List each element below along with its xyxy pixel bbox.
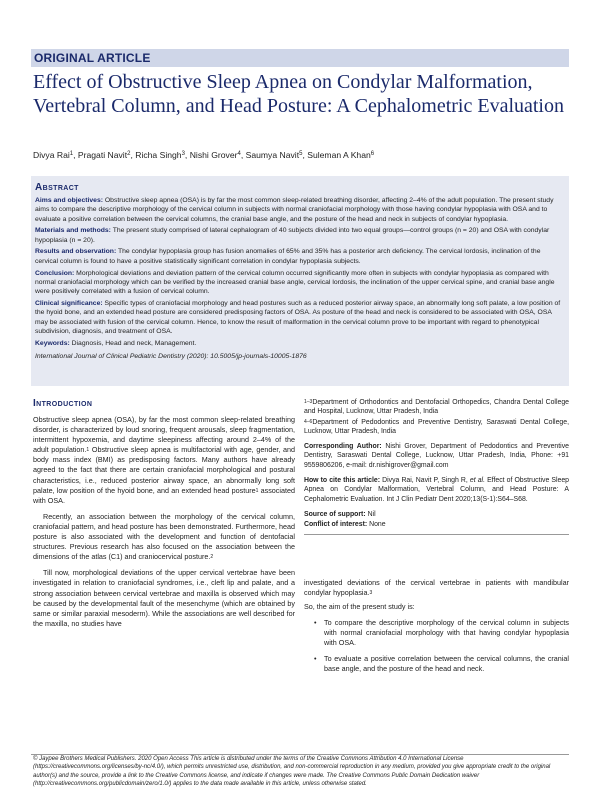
affiliation-text: Department of Orthodontics and Dentofacial Orthopedics, Chandra Dental College and Hospital, Lucknow, Uttar Pradesh, India [304,399,569,416]
reference-marker: 1 [86,447,90,454]
abstract-heading: Abstract [35,182,79,193]
abstract-clinical-significance [35,299,565,336]
reference-marker: 3 [369,590,373,597]
bullet-icon: • [314,653,317,663]
abstract-keywords-text: Diagnosis, Head and neck, Management. [71,339,197,347]
abstract-methods [35,226,565,245]
abstract-results-text: The condylar hypoplasia group has fusion anomalies of 65% and 35% has a posterior arch deficiency. The cervical lordosis, inclination of the cervical column is found to have a positive statistically significant correlation in condylar hypoplasia subjects. [35,248,541,265]
author-name: Suleman A Khan [307,150,371,160]
aim-list [304,618,569,673]
how-to-cite [304,476,569,504]
license-notice: © Jaypee Brothers Medical Publishers. 2020 Open Access This article is distributed under the terms of the Creative Commons Attribution 4.0 International License (https://creativecommons.org/licenses/by-nc/4.0/), which permits unrestricted use, distribution, and non-commercial reproduction in any medium, provided you give appropriate credit to the original author(s) and the source, provide a link to the Creative Commons license, and indicate if changes were made. The Creative Commons Public Domain Dedication waiver (http://creativecommons.org/publicdomain/zero/1.0/) applies to the data made available in this article, unless otherwise stated. [33,756,551,787]
how-to-cite-label: How to cite this article: [304,477,381,485]
author-affiliation-ref: 2 [127,151,131,157]
list-item-text: To evaluate a positive correlation between the cervical columns, the cranial base angle, and the posture of the head and neck. [324,653,569,673]
author-name: Richa Singh [135,150,182,160]
introduction-column [33,398,295,635]
introduction-heading: Introduction [33,398,93,409]
body-text: investigated deviations of the cervical vertebrae in patients with mandibular condylar hypoplasia. [304,578,569,598]
affiliation-1 [304,398,569,417]
reference-marker: 2 [210,554,214,561]
affiliation-text: Department of Pedodontics and Preventive Dentistry, Saraswati Dental College, Lucknow, Uttar Pradesh, India [304,418,569,435]
source-of-support-value: Nil [367,510,376,518]
abstract-aims-text: Obstructive sleep apnea (OSA) is by far the most common sleep-related breathing disorder, affecting 2–4% of the adult population. The present study aims to compare the descriptive morphology of the cervical column in subjects with normal craniofacial morphology with those having condylar hypoplasia with OSA and to evaluate a positive correlation between the cervical columns, the cranial base angle, and the posture of the head and neck in subjects of condylar hypoplasia. [35,197,554,223]
author-name: Pragati Navit [77,150,128,160]
abstract-box [31,176,569,386]
abstract-results-label: Results and observation: [35,248,117,256]
reference-marker: 1 [255,487,259,494]
intro-paragraph: Till now, morphological deviations of the upper cervical vertebrae have been investigated in relation to craniofacial syndromes, i.e., cleft lip and palate, and a strong association between cervical vertebrae and maxilla is observed which may be caused by the developmental fault of the mesenchyme (which are obtained by same or similar paraxial mesoderm). While the associations are well described for the maxilla, no studies have [33,568,295,628]
author-name: Nishi Grover [189,150,238,160]
intro-paragraph [33,415,295,506]
conflict-of-interest-value: None [369,521,386,529]
author-name: Divya Rai [33,150,70,160]
how-to-cite-text: Effect of Obstructive Sleep Apnea on Condylar Malformation, Vertebral Column, and Head Posture: A Cephalometric Evaluation. Int J Clin Pediatr Dent 2020;13(S-1):S64–S68. [304,477,569,503]
abstract-methods-label: Materials and methods: [35,227,111,235]
how-to-cite-text: Divya Rai, Navit P, Singh R, [382,477,470,485]
author-affiliation-ref: 5 [299,151,303,157]
article-type-banner [31,49,569,67]
abstract-clinical-text: Specific types of craniofacial morphology and head postures such as a reduced posterior airway space, an abnormally long soft palate, a low position of the hyoid bone, and an extended head posture are considered predisposing factors of OSA. As posture of the head and neck is considered to be associated with OSA, OSA may be associated with fusion of the cervical column. Hence, to know the result of malformation in the cervical column prove to be important with regard to phenotypical subdivision, diagnosis, and treatment of OSA. [35,299,561,335]
abstract-clinical-label: Clinical significance: [35,299,103,307]
source-of-support [304,510,569,519]
article-title: Effect of Obstructive Sleep Apnea on Condylar Malformation, Vertebral Column, and Head Posture: A Cephalometric Evaluation [33,71,564,117]
abstract-keywords-label: Keywords: [35,339,70,347]
abstract-results [35,247,565,266]
affiliation-marker: 1–3 [304,399,313,405]
abstract-keywords [35,339,565,348]
author-affiliation-ref: 6 [370,151,375,157]
intro-text: Recently, an association between the morphology of the cervical column, craniofacial pattern, and head posture has been demonstrated. Furthermore, head posture is also associated with the development and function of dentofacial structures. Previous research has also focused on the association between the dimensions of the atlas (C1) and craniocervical posture. [33,511,295,562]
body-paragraph [304,578,569,598]
abstract-aims-label: Aims and objectives: [35,197,103,204]
corresponding-author-label: Corresponding Author: [304,443,382,451]
corresponding-author-text: Nishi Grover, Department of Pedodontics and Preventive Dentistry, Saraswati Dental College, Lucknow, Uttar Pradesh, India, Phone: +91 9559806206, e-mail: dr.nishigrover@gmail.com [304,443,569,469]
intro-paragraph [33,512,295,562]
intro-text: Obstructive sleep apnea (OSA), by far the most common sleep-related breathing disorder, is characterized by loud snoring, frequent arousals, sleep fragmentation, intermittent hypoxemia, and daytime sleepiness affecting around 2–4% of the adult population. [33,415,295,455]
body-paragraph: So, the aim of the present study is: [304,602,415,612]
abstract-methods-text: The present study comprised of lateral cephalogram of 40 subjects divided into two equal groups—control groups (n = 20) and OSA with condylar hypoplasia (n = 20). [35,227,550,244]
abstract-conclusion-label: Conclusion: [35,269,75,277]
list-item-text: To compare the descriptive morphology of the cervical column in subjects with normal craniofacial morphology with that having condylar hypoplasia with OSA. [324,618,569,648]
abstract-conclusion [35,269,565,297]
abstract-conclusion-text: Morphological deviations and deviation pattern of the cervical column occurred significantly more often in subjects with condylar hypoplasia as compared with normal craniofacial morphology which can be verified by the increased cranial base angle, cervical lordosis, the inclination of the upper cervical spine, and cranial base angle were positively correlated with a fusion of cervical column. [35,269,555,296]
intro-text: Obstructive sleep apnea is multifactorial with age, gender, and body mass index (BMI) as predisposing factors. Many authors have already agreed to the fact that there are certain craniofacial morphological and postural characteristics, i.e., reduced posterior airway space, an abnormally long soft palate, low position of the hyoid bone, and an extended head posture [33,445,295,495]
right-column-text [304,578,569,679]
abstract-aims [35,196,565,224]
author-affiliation-ref: 4 [237,151,241,157]
list-item [304,654,569,674]
list-item [304,618,569,648]
author-list: Divya Rai$^1$, Pragati Navit$^2$, Richa Singh$^3$, Nishi Grover$^4$, Saumya Navit$^5$, Suleman A Khan$^6$ [33,150,375,160]
affiliation-2 [304,418,569,437]
affiliation-box [304,398,569,535]
conflict-of-interest-label: Conflict of interest: [304,521,368,529]
source-of-support-label: Source of support: [304,510,366,518]
article-type-label: ORIGINAL ARTICLE [34,51,151,65]
journal-citation: International Journal of Clinical Pediatric Dentistry (2020): 10.5005/jp-journals-10005-1876 [35,352,307,360]
how-to-cite-etal: et al. [469,477,485,485]
author-affiliation-ref: 1 [69,151,74,157]
corresponding-author [304,442,569,470]
affiliation-marker: 4–6 [304,418,313,425]
author-affiliation-ref: 3 [181,151,185,157]
author-name: Saumya Navit [245,150,300,160]
bullet-icon: • [314,618,317,628]
intro-text: associated with OSA. [33,485,295,505]
conflict-of-interest [304,520,569,529]
